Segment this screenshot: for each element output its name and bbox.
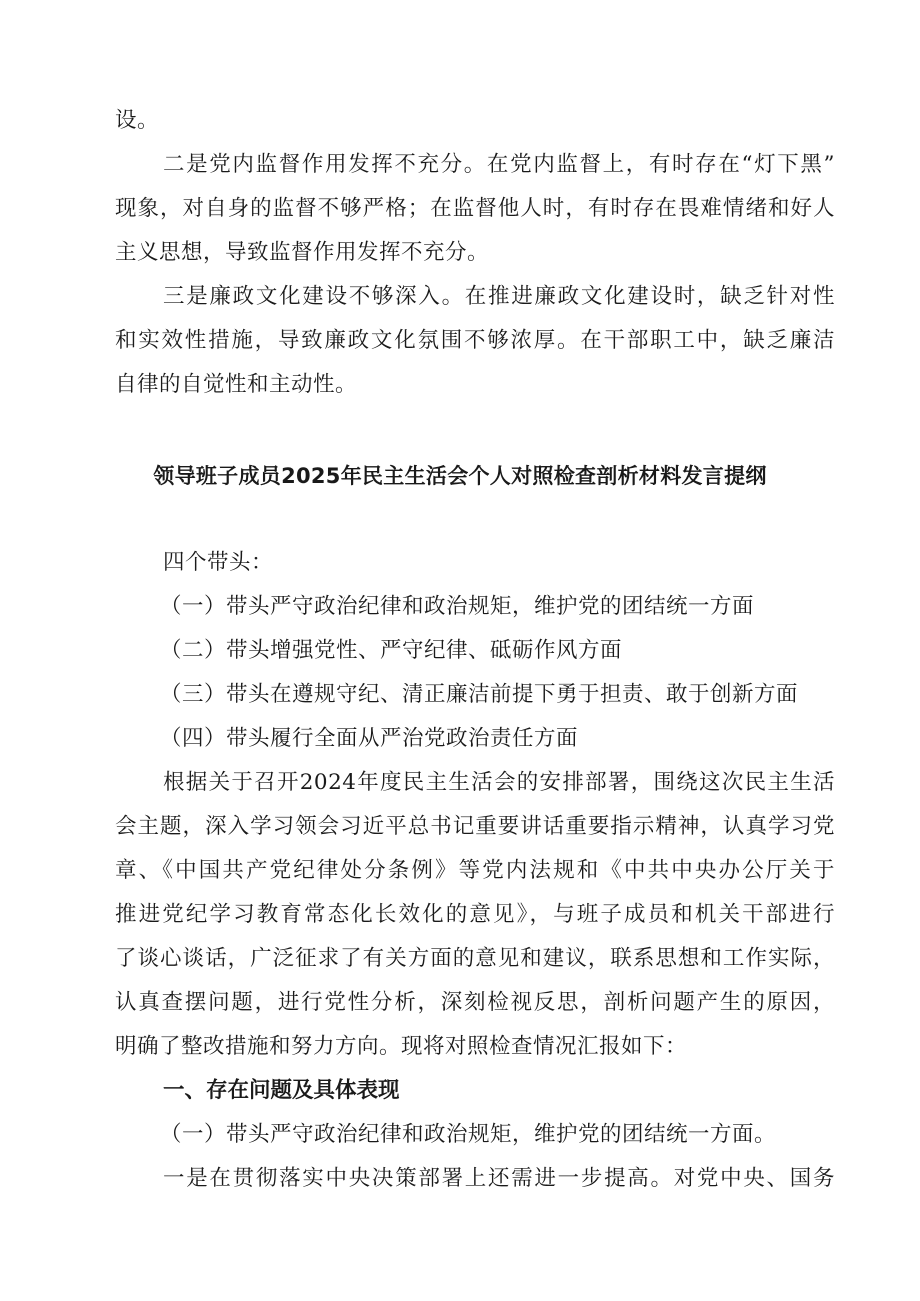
four-leads-item: （四）带头履行全面从严治党政治责任方面	[160, 726, 579, 751]
document-title: 领导班子成员2025年民主生活会个人对照检查剖析材料发言提纲	[153, 464, 767, 488]
paragraph-line: 会主题，深入学习领会习近平总书记重要讲话重要指示精神，认真学习党	[115, 814, 835, 839]
paragraph-line: 设。	[115, 108, 160, 133]
four-leads-item: （三）带头在遵规守纪、清正廉洁前提下勇于担责、敢于创新方面	[160, 682, 799, 707]
four-leads-item: （一）带头严守政治纪律和政治规矩，维护党的团结统一方面	[160, 594, 755, 619]
paragraph-line: 和实效性措施，导致廉政文化氛围不够浓厚。在干部职工中，缺乏廉洁	[115, 328, 835, 353]
paragraph-line: 根据关于召开2024年度民主生活会的安排部署，围绕这次民主生活	[163, 770, 835, 795]
paragraph-line: 章、《中国共产党纪律处分条例》等党内法规和《中共中央办公厅关于	[115, 858, 835, 883]
paragraph-line: 现象，对自身的监督不够严格；在监督他人时，有时存在畏难情绪和好人	[115, 196, 835, 221]
paragraph-line: 自律的自觉性和主动性。	[115, 372, 358, 397]
section-heading: 一、存在问题及具体表现	[163, 1078, 400, 1103]
paragraph-line: 推进党纪学习教育常态化长效化的意见》，与班子成员和机关干部进行	[115, 902, 835, 927]
subsection-heading: （一）带头严守政治纪律和政治规矩，维护党的团结统一方面。	[160, 1122, 777, 1147]
paragraph-line: 一是在贯彻落实中央决策部署上还需进一步提高。对党中央、国务	[163, 1166, 835, 1191]
paragraph-line: 二是党内监督作用发挥不充分。在党内监督上，有时存在“灯下黑”	[163, 152, 835, 177]
paragraph-line: 主义思想，导致监督作用发挥不充分。	[115, 240, 490, 265]
paragraph-line: 明确了整改措施和努力方向。现将对照检查情况汇报如下：	[115, 1034, 688, 1059]
four-leads-item: （二）带头增强党性、严守纪律、砥砺作风方面	[160, 638, 623, 663]
paragraph-line: 了谈心谈话，广泛征求了有关方面的意见和建议，联系思想和工作实际，	[115, 946, 835, 971]
four-leads-label: 四个带头：	[163, 550, 274, 575]
paragraph-line: 认真查摆问题，进行党性分析，深刻检视反思，剖析问题产生的原因，	[115, 990, 835, 1015]
paragraph-line: 三是廉政文化建设不够深入。在推进廉政文化建设时，缺乏针对性	[163, 284, 835, 309]
